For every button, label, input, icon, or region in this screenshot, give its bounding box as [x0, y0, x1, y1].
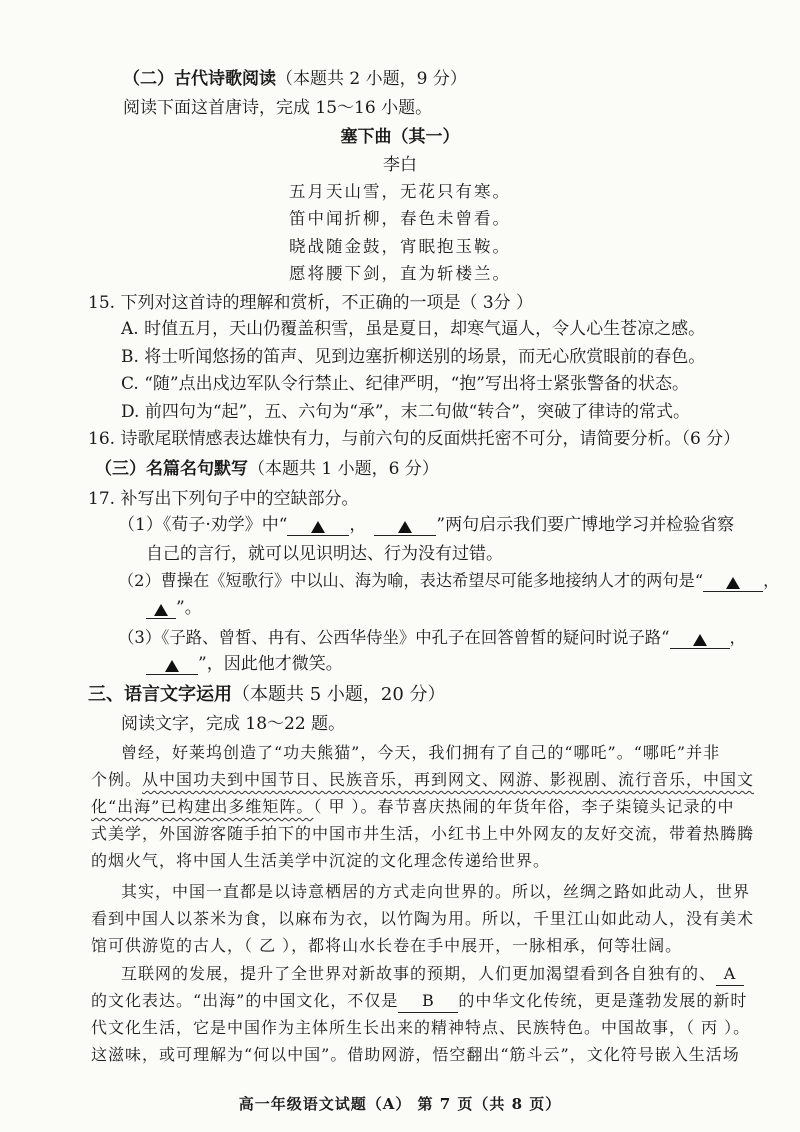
q15-option-d: D. 前四句为“起”，五、六句为“承”，末二句做“转合”，突破了律诗的常式。 — [121, 402, 690, 422]
q17-item1-pre: （1）《荀子·劝学》中“ — [118, 515, 288, 535]
passage-p2-line1: 其实，中国一直都是以诗意栖居的方式走向世界的。所以，丝绸之路如此动人，世界 — [121, 882, 751, 901]
blank-triangle-icon — [165, 660, 179, 672]
passage-p3-line4: 这滋味，或可理解为“何以中国”。借助网游，悟空翻出“筋斗云”，文化符号嵌入生活场 — [91, 1045, 740, 1064]
section2-heading-rest: （本题共 2 小题，9 分） — [276, 69, 467, 89]
q17-item1-mid: ， — [349, 515, 367, 535]
passage-p1-line4: 式美学，外国游客随手拍下的中国市井生活，小红书上中外网友的友好交流，带着热腾腾 — [91, 824, 755, 843]
poem-line: 五月天山雪，无花只有寒。 — [289, 182, 511, 201]
q17-item3-end: ”，因此他才微笑。 — [198, 654, 343, 674]
answer-blank[interactable] — [146, 598, 176, 619]
page-footer: 高一年级语文试题（A） 第 7 页（共 8 页） — [238, 1095, 562, 1113]
passage-text: 的文化表达。“出海”的中国文化，不仅是 — [91, 991, 399, 1010]
wavy-underlined-text: 从中国功夫到中国节日、民族音乐，再到网文、网游、影视剧、流行音乐，中国文 — [142, 770, 755, 789]
wavy-underlined-text: 化“出海”已构建出多维矩阵。 — [91, 797, 314, 816]
blank-triangle-icon — [726, 577, 740, 589]
q17-item3-comma: ， — [729, 628, 746, 647]
part3-heading — [88, 684, 446, 706]
part3-intro: 阅读文字，完成 18～22 题。 — [121, 714, 346, 734]
q17-item1-post: ”两句启示我们要广博地学习并检验省察 — [436, 515, 735, 535]
answer-blank[interactable] — [374, 515, 436, 536]
q17-item3 — [118, 627, 746, 649]
passage-text: 个例。 — [91, 770, 143, 789]
poem-title: 塞下曲（其一） — [340, 127, 460, 147]
q17-item2 — [118, 570, 779, 592]
blank-a[interactable]: A — [716, 963, 744, 986]
q17-item2-line2 — [146, 597, 202, 619]
q17-item3-line2 — [146, 653, 343, 675]
q15-option-b: B. 将士听闻悠扬的笛声、见到边塞折柳送别的场景，而无心欣赏眼前的春色。 — [121, 347, 706, 367]
blank-triangle-icon — [398, 521, 412, 533]
answer-blank[interactable] — [703, 571, 763, 592]
part3-heading-bold: 三、语言文字运用 — [88, 684, 232, 705]
q17-item3-pre: （3）《子路、曾皙、冉有、公西华侍坐》中孔子在回答曾皙的疑问时说子路“ — [118, 628, 670, 647]
passage-p3-line3: 代文化生活，它是中国作为主体所生长出来的精神特点、民族特色。中国故事，（ 丙 ）。 — [91, 1018, 751, 1037]
passage-p1-line2 — [91, 769, 754, 791]
passage-p3-line2 — [91, 990, 747, 1013]
poem-line: 晓战随金鼓，宵眠抱玉鞍。 — [289, 237, 511, 256]
q17-item2-end: ”。 — [176, 598, 202, 618]
q17-item1-line2: 自己的言行，就可以见识明达、行为没有过错。 — [146, 544, 503, 564]
q16-stem: 16. 诗歌尾联情感表达雄快有力，与前六句的反面烘托密不可分，请简要分析。（6 分） — [88, 429, 741, 449]
section3-heading-rest: （本题共 1 小题，6 分） — [248, 459, 439, 479]
poem-line: 愿将腰下剑，直为斩楼兰。 — [289, 264, 511, 283]
q15-stem: 15. 下列对这首诗的理解和赏析，不正确的一项是（ 3分 ） — [88, 293, 534, 313]
blank-b[interactable]: B — [398, 990, 458, 1013]
passage-p3-line1 — [121, 963, 744, 986]
section3-heading — [95, 458, 439, 480]
answer-blank[interactable] — [670, 628, 730, 649]
blank-triangle-icon — [693, 634, 707, 646]
passage-text: 的中华文化传统，更是蓬勃发展的新时 — [458, 991, 748, 1010]
passage-p1-line5: 的烟火气，将中国人生活美学中沉淀的文化理念传递给世界。 — [91, 851, 551, 870]
passage-p2-line3: 馆可供游览的古人，（ 乙 ），都将山水长卷在手中展开，一脉相承，何等壮阔。 — [91, 936, 683, 955]
section2-heading-bold: （二）古代诗歌阅读 — [123, 69, 276, 89]
q17-item2-pre: （2）曹操在《短歌行》中以山、海为喻，表达希望尽可能多地接纳人才的两句是“ — [118, 571, 704, 590]
part3-heading-rest: （本题共 5 小题，20 分） — [232, 684, 446, 705]
blank-triangle-icon — [154, 604, 168, 616]
passage-p2-line2: 看到中国人以茶米为食，以麻布为衣，以竹陶为用。所以，千里江山如此动人，没有美术 — [91, 909, 755, 928]
section3-heading-bold: （三）名篇名句默写 — [95, 459, 248, 479]
q17-item1 — [118, 514, 734, 536]
poem-line: 笛中闻折柳，春色未曾看。 — [289, 209, 511, 228]
answer-blank[interactable] — [287, 515, 349, 536]
passage-text: （ 甲 ）。春节喜庆热闹的年货年俗，李子柒镜头记录的中 — [313, 797, 735, 816]
q15-option-c: C. “随”点出戍边军队令行禁止、纪律严明，“抱”写出将士紧张警备的状态。 — [121, 374, 689, 394]
passage-p1-line1: 曾经，好莱坞创造了“功夫熊猫”，今天，我们拥有了自己的“哪吒”。“哪吒”并非 — [121, 743, 721, 762]
answer-blank[interactable] — [146, 654, 198, 675]
passage-text: 互联网的发展，提升了全世界对新故事的预期，人们更加渴望看到各自独有的、 — [121, 964, 717, 983]
poem-author: 李白 — [383, 155, 417, 175]
passage-p1-line3 — [91, 796, 735, 818]
q17-stem: 17. 补写出下列句子中的空缺部分。 — [88, 489, 359, 509]
section2-intro: 阅读下面这首唐诗，完成 15～16 小题。 — [123, 98, 433, 118]
section2-heading — [123, 68, 467, 90]
blank-triangle-icon — [311, 521, 325, 533]
q15-option-a: A. 时值五月，天山仍覆盖积雪，虽是夏日，却寒气逼人，令人心生苍凉之感。 — [121, 319, 706, 339]
q17-item2-comma: ， — [763, 571, 780, 590]
